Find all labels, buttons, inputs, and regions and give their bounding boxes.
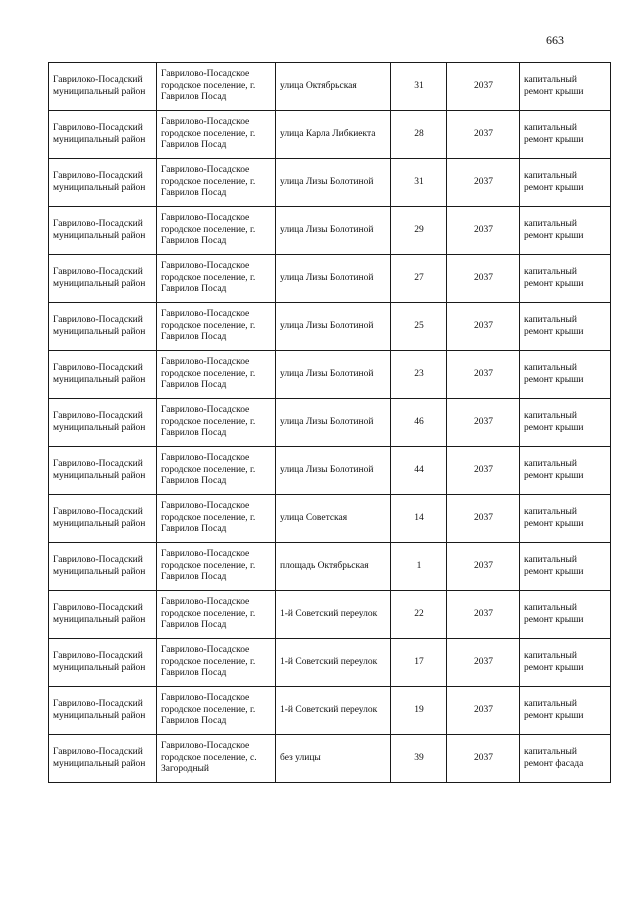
district-cell: Гаврилово-Посадский муниципальный район (49, 591, 157, 639)
table-row (49, 351, 611, 399)
work-type-cell: капитальный ремонт крыши (520, 495, 611, 543)
year-cell: 2037 (447, 447, 520, 495)
street-cell: улица Октябрьская (276, 63, 391, 111)
year-cell: 2037 (447, 303, 520, 351)
table-row (49, 543, 611, 591)
work-type-cell: капитальный ремонт крыши (520, 207, 611, 255)
settlement-cell: Гаврилово-Посадское городское поселение, г. Гаврилов Посад (157, 255, 276, 303)
house-number-cell: 19 (391, 687, 447, 735)
district-cell: Гаврилово-Посадский муниципальный район (49, 303, 157, 351)
house-number-cell: 22 (391, 591, 447, 639)
district-cell: Гаврилово-Посадский муниципальный район (49, 351, 157, 399)
work-type-cell: капитальный ремонт крыши (520, 543, 611, 591)
settlement-cell: Гаврилово-Посадское городское поселение, с. Загородный (157, 735, 276, 783)
table-row (49, 447, 611, 495)
district-cell: Гаврилово-Посадский муниципальный район (49, 447, 157, 495)
year-cell: 2037 (447, 351, 520, 399)
settlement-cell: Гаврилово-Посадское городское поселение, г. Гаврилов Посад (157, 495, 276, 543)
settlement-cell: Гаврилово-Посадское городское поселение, г. Гаврилов Посад (157, 207, 276, 255)
work-type-cell: капитальный ремонт крыши (520, 63, 611, 111)
table-row (49, 207, 611, 255)
year-cell: 2037 (447, 207, 520, 255)
page-number: 663 (546, 33, 564, 47)
house-number-cell: 28 (391, 111, 447, 159)
work-type-cell: капитальный ремонт крыши (520, 111, 611, 159)
year-cell: 2037 (447, 543, 520, 591)
house-number-cell: 46 (391, 399, 447, 447)
district-cell: Гаврилово-Посадский муниципальный район (49, 207, 157, 255)
table-row (49, 111, 611, 159)
street-cell: улица Лизы Болотиной (276, 399, 391, 447)
house-number-cell: 23 (391, 351, 447, 399)
repair-schedule-table (48, 62, 611, 783)
street-cell: улица Карла Либкиекта (276, 111, 391, 159)
work-type-cell: капитальный ремонт крыши (520, 447, 611, 495)
street-cell: улица Лизы Болотиной (276, 207, 391, 255)
table-row (49, 591, 611, 639)
district-cell: Гаврилово-Посадский муниципальный район (49, 159, 157, 207)
house-number-cell: 31 (391, 159, 447, 207)
table-row (49, 63, 611, 111)
work-type-cell: капитальный ремонт крыши (520, 303, 611, 351)
work-type-cell: капитальный ремонт фасада (520, 735, 611, 783)
work-type-cell: капитальный ремонт крыши (520, 159, 611, 207)
house-number-cell: 1 (391, 543, 447, 591)
year-cell: 2037 (447, 735, 520, 783)
table-row (49, 255, 611, 303)
settlement-cell: Гаврилово-Посадское городское поселение, г. Гаврилов Посад (157, 303, 276, 351)
settlement-cell: Гаврилово-Посадское городское поселение, г. Гаврилов Посад (157, 591, 276, 639)
work-type-cell: капитальный ремонт крыши (520, 255, 611, 303)
year-cell: 2037 (447, 159, 520, 207)
house-number-cell: 17 (391, 639, 447, 687)
district-cell: Гаврилово-Посадский муниципальный район (49, 543, 157, 591)
house-number-cell: 39 (391, 735, 447, 783)
table-row (49, 687, 611, 735)
settlement-cell: Гаврилово-Посадское городское поселение, г. Гаврилов Посад (157, 687, 276, 735)
work-type-cell: капитальный ремонт крыши (520, 591, 611, 639)
street-cell: улица Лизы Болотиной (276, 447, 391, 495)
work-type-cell: капитальный ремонт крыши (520, 399, 611, 447)
house-number-cell: 29 (391, 207, 447, 255)
house-number-cell: 31 (391, 63, 447, 111)
district-cell: Гаврилово-Посадский муниципальный район (49, 687, 157, 735)
district-cell: Гаврилово-Посадский муниципальный район (49, 255, 157, 303)
street-cell: без улицы (276, 735, 391, 783)
street-cell: улица Советская (276, 495, 391, 543)
settlement-cell: Гаврилово-Посадское городское поселение, г. Гаврилов Посад (157, 351, 276, 399)
work-type-cell: капитальный ремонт крыши (520, 639, 611, 687)
street-cell: улица Лизы Болотиной (276, 351, 391, 399)
street-cell: улица Лизы Болотиной (276, 303, 391, 351)
house-number-cell: 25 (391, 303, 447, 351)
settlement-cell: Гаврилово-Посадское городское поселение, г. Гаврилов Посад (157, 399, 276, 447)
settlement-cell: Гаврилово-Посадское городское поселение, г. Гаврилов Посад (157, 63, 276, 111)
street-cell: 1-й Советский переулок (276, 687, 391, 735)
settlement-cell: Гаврилово-Посадское городское поселение, г. Гаврилов Посад (157, 639, 276, 687)
settlement-cell: Гаврилово-Посадское городское поселение, г. Гаврилов Посад (157, 543, 276, 591)
table-row (49, 495, 611, 543)
settlement-cell: Гаврилово-Посадское городское поселение, г. Гаврилов Посад (157, 159, 276, 207)
table-body (49, 63, 611, 783)
work-type-cell: капитальный ремонт крыши (520, 351, 611, 399)
year-cell: 2037 (447, 687, 520, 735)
district-cell: Гаврилово-Посадский муниципальный район (49, 399, 157, 447)
year-cell: 2037 (447, 639, 520, 687)
table-row (49, 303, 611, 351)
street-cell: улица Лизы Болотиной (276, 159, 391, 207)
year-cell: 2037 (447, 111, 520, 159)
street-cell: площадь Октябрьская (276, 543, 391, 591)
district-cell: Гаврилоко-Посадский муниципальный район (49, 63, 157, 111)
street-cell: 1-й Советский переулок (276, 591, 391, 639)
table-row (49, 159, 611, 207)
district-cell: Гаврилово-Посадский муниципальный район (49, 495, 157, 543)
year-cell: 2037 (447, 63, 520, 111)
year-cell: 2037 (447, 591, 520, 639)
district-cell: Гаврилово-Посадский муниципальный район (49, 735, 157, 783)
year-cell: 2037 (447, 399, 520, 447)
table-row (49, 399, 611, 447)
year-cell: 2037 (447, 255, 520, 303)
table-row (49, 735, 611, 783)
street-cell: 1-й Советский переулок (276, 639, 391, 687)
settlement-cell: Гаврилово-Посадское городское поселение, г. Гаврилов Посад (157, 111, 276, 159)
district-cell: Гаврилово-Посадский муниципальный район (49, 639, 157, 687)
table-row (49, 639, 611, 687)
year-cell: 2037 (447, 495, 520, 543)
house-number-cell: 14 (391, 495, 447, 543)
settlement-cell: Гаврилово-Посадское городское поселение, г. Гаврилов Посад (157, 447, 276, 495)
district-cell: Гаврилово-Посадский муниципальный район (49, 111, 157, 159)
street-cell: улица Лизы Болотиной (276, 255, 391, 303)
house-number-cell: 27 (391, 255, 447, 303)
work-type-cell: капитальный ремонт крыши (520, 687, 611, 735)
house-number-cell: 44 (391, 447, 447, 495)
